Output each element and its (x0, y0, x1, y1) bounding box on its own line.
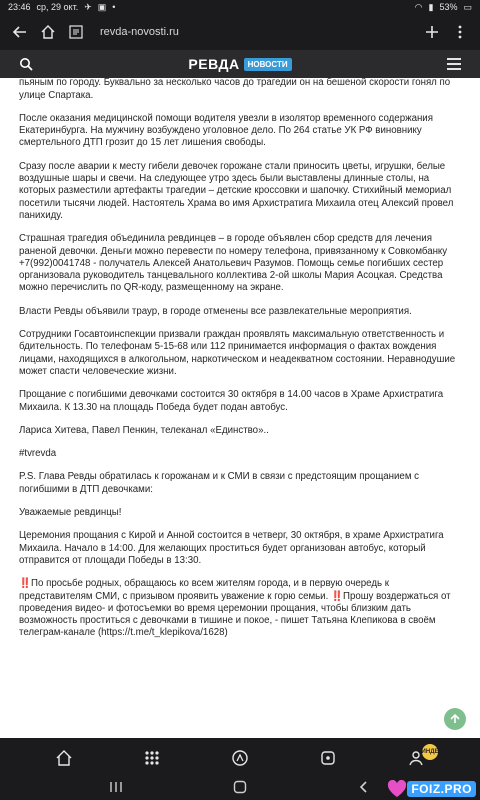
home-icon[interactable] (38, 22, 58, 42)
article-body (19, 78, 464, 651)
article-viewport[interactable] (0, 78, 480, 738)
status-bar (0, 0, 480, 14)
article-paragraph: Сотрудники Госавтоинспекции призвали граждан проявлять максимальную ответственность и бдительность. По телефонам 5-15-68 или 112 принимается информация о фактах вождения лицами, находящихся в алкогольном, наркотическом и неадекватном состоянии. Неравнодушие может спасти человеческие жизни. (19, 329, 456, 377)
article-paragraph: Страшная трагедия объединила ревдинцев – в городе объявлен сбор средств для лечения раненой девочки. Деньги можно перевести по номеру телефона, привязанному к Совкомбанку +7(992)0041748 - получатель Алексей Анатольевич Разумов. Помощь семье погибших сестер организовала руководитель танцевального коллектива 2-ой школы Мария Асоцкая. Средства можно перечислить по QR-коду, размещенному на экране. (19, 233, 448, 294)
back-button-icon[interactable] (357, 780, 371, 799)
home-button-icon[interactable] (233, 780, 247, 799)
status-time: 23:46 (8, 2, 31, 12)
article-paragraph: пьяным по городу. Буквально за несколько часов до трагедии он на бешеной скорости гонял по улице Спартака. (19, 78, 451, 101)
hamburger-menu-icon[interactable] (444, 54, 464, 74)
sticker-badge[interactable]: ИНДЕ (422, 744, 438, 760)
telegram-notification-icon: ✈ (84, 1, 92, 12)
add-tab-icon[interactable] (422, 22, 442, 42)
heart-logo-icon (387, 780, 407, 798)
home-nav-icon[interactable] (54, 748, 74, 768)
article-paragraph: После оказания медицинской помощи водителя увезли в изолятор временного содержания Екатеринбурга. На мужчину возбуждено уголовное дело. По 264 статье УК РФ виновнику смертельного ДТП грозит до 15 лет лишения свободы. (19, 112, 433, 149)
article-paragraph: P.S. Глава Ревды обратилась к горожанам и к СМИ в связи с предстоящим прощанием с погибшими в ДТП девочками: (19, 471, 420, 495)
browser-toolbar (0, 14, 480, 50)
battery-level: 53% (439, 2, 458, 12)
more-notifications-icon: • (112, 2, 116, 12)
article-paragraph: Сразу после аварии к месту гибели девочек горожане стали приносить цветы, игрушки, белые воздушные шары и свечи. На следующее утро здесь были выставлены длинные столы, на которых разместили артефакты трагедии – детские кроссовки и шапочку. Стихийный мемориал посетили тысячи людей. Настоятель Храма во имя Архистратига Михаила отец Алексий провел панихиду. (19, 160, 454, 221)
watermark-text: FOIZ.PRO (407, 781, 476, 797)
search-icon[interactable] (16, 54, 36, 74)
gallery-notification-icon: ▣ (97, 1, 107, 12)
alice-assistant-icon[interactable] (230, 748, 250, 768)
watermark (387, 780, 476, 798)
site-header (0, 50, 480, 78)
logo-tag: НОВОСТИ (244, 58, 292, 71)
address-bar[interactable]: revda-novosti.ru (100, 26, 179, 38)
tabs-icon[interactable] (318, 748, 338, 768)
wifi-icon: ◠ (414, 1, 423, 12)
reader-mode-icon[interactable] (66, 22, 86, 42)
logo-brand: РЕВДА (188, 56, 240, 72)
scroll-up-button[interactable] (444, 708, 466, 730)
article-paragraph: Церемония прощания с Кирой и Анной состоится в четверг, 30 октября, в храме Архистратига Михаила. Начало в 14:00. Для желающих проститься будет организован автобус, который отправится от площади Победы в 13:30. (19, 530, 444, 566)
menu-dots-icon[interactable] (450, 22, 470, 42)
article-paragraph: ‼️По просьбе родных, обращаюсь ко всем жителям города, и в первую очередь к представителям СМИ, с призывом проявить уважение к горю семьи. ‼️Прошу воздержаться от проведения видео- и фотосъемки во время церемонии прощания, чтобы близким дать возможность проститься с девочками в тишине и покое, - пишет Татьяна Клепикова в своём телеграм-канале (https://t.me/t_klepikova/1628) (19, 578, 451, 639)
article-paragraph: Прощание с погибшими девочками состоится 30 октября в 14.00 часов в Храме Архистратига Михаила. К 13.30 на площадь Победа будет подан автобус. (19, 389, 444, 413)
battery-icon: ▭ (463, 1, 472, 12)
article-paragraph: Уважаемые ревдинцы! (19, 507, 122, 519)
article-hashtag[interactable]: #tvrevda (19, 448, 57, 460)
recent-apps-icon[interactable] (109, 780, 123, 798)
article-paragraph: Лариса Хитева, Павел Пенкин, телеканал «Единство».. (19, 424, 269, 436)
site-logo[interactable] (188, 56, 291, 72)
article-paragraph: Власти Ревды объявили траур, в городе отменены все развлекательные мероприятия. (19, 305, 412, 317)
signal-icon: ▮ (428, 1, 434, 12)
back-arrow-icon[interactable] (10, 22, 30, 42)
browser-bottom-nav (0, 738, 480, 778)
services-grid-icon[interactable] (142, 748, 162, 768)
status-date: ср, 29 окт. (36, 2, 79, 12)
